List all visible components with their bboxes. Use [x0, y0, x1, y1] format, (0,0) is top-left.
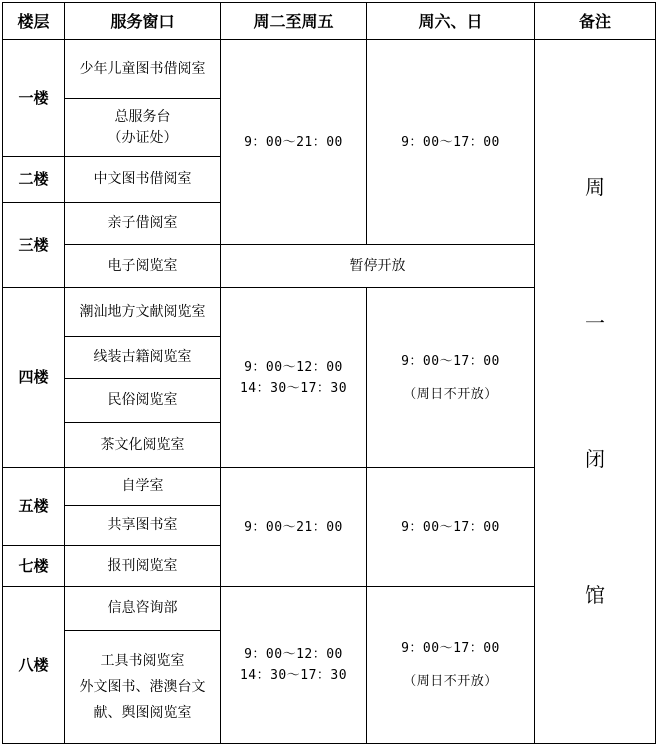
weekend-hours	[367, 587, 535, 744]
floor-4: 四楼	[3, 288, 65, 468]
time-line: 9：00～12：00	[244, 359, 343, 375]
remark-char: 闭	[585, 447, 605, 471]
time-line: 14：30～17：30	[239, 668, 348, 683]
window-cell	[65, 99, 221, 157]
time-line: （周日不开放）	[403, 674, 498, 689]
window-line: （办证处）	[107, 129, 178, 146]
remark-char: 一	[585, 311, 605, 335]
window-cell: 线装古籍阅览室	[65, 337, 221, 379]
remark-closed-monday	[535, 40, 656, 744]
weekday-hours	[221, 587, 367, 744]
floor-3: 三楼	[3, 203, 65, 288]
window-line: 外文图书、港澳台文	[79, 679, 206, 695]
header-remark: 备注	[535, 3, 656, 40]
window-cell: 民俗阅览室	[65, 379, 221, 423]
floor-5: 五楼	[3, 468, 65, 546]
window-cell	[65, 631, 221, 744]
time-line: 9：00～17：00	[401, 641, 500, 656]
remark-char: 周	[585, 175, 605, 199]
window-cell: 茶文化阅览室	[65, 423, 221, 468]
window-line: 工具书阅览室	[100, 653, 185, 669]
window-cell: 潮汕地方文献阅览室	[65, 288, 221, 337]
weekday-hours	[221, 288, 367, 468]
window-cell: 中文图书借阅室	[65, 157, 221, 203]
remark-char: 馆	[585, 583, 605, 607]
window-cell: 自学室	[65, 468, 221, 506]
time-line: 9：00～17：00	[401, 353, 500, 369]
weekday-hours: 9：00～21：00	[221, 40, 367, 245]
time-line: （周日不开放）	[403, 386, 498, 402]
floor-2: 二楼	[3, 157, 65, 203]
window-line: 献、舆图阅览室	[93, 705, 192, 721]
weekend-hours: 9：00～17：00	[367, 40, 535, 245]
window-line: 总服务台	[114, 108, 171, 125]
window-cell: 电子阅览室	[65, 245, 221, 288]
time-line: 9：00～12：00	[244, 647, 343, 662]
header-floor: 楼层	[3, 3, 65, 40]
floor-8: 八楼	[3, 587, 65, 744]
header-weekend: 周六、日	[367, 3, 535, 40]
status-suspended: 暂停开放	[221, 245, 535, 288]
window-cell: 少年儿童图书借阅室	[65, 40, 221, 99]
weekend-hours	[367, 288, 535, 468]
window-cell: 报刊阅览室	[65, 546, 221, 587]
weekend-hours: 9：00～17：00	[367, 468, 535, 587]
table-row	[3, 40, 656, 99]
weekday-hours: 9：00～21：00	[221, 468, 367, 587]
opening-hours-table	[2, 2, 656, 744]
window-cell: 信息咨询部	[65, 587, 221, 631]
floor-1: 一楼	[3, 40, 65, 157]
floor-7: 七楼	[3, 546, 65, 587]
header-window: 服务窗口	[65, 3, 221, 40]
header-weekday: 周二至周五	[221, 3, 367, 40]
header-row	[3, 3, 656, 40]
window-cell: 亲子借阅室	[65, 203, 221, 245]
time-line: 14：30～17：30	[239, 380, 348, 396]
window-cell: 共享图书室	[65, 506, 221, 546]
